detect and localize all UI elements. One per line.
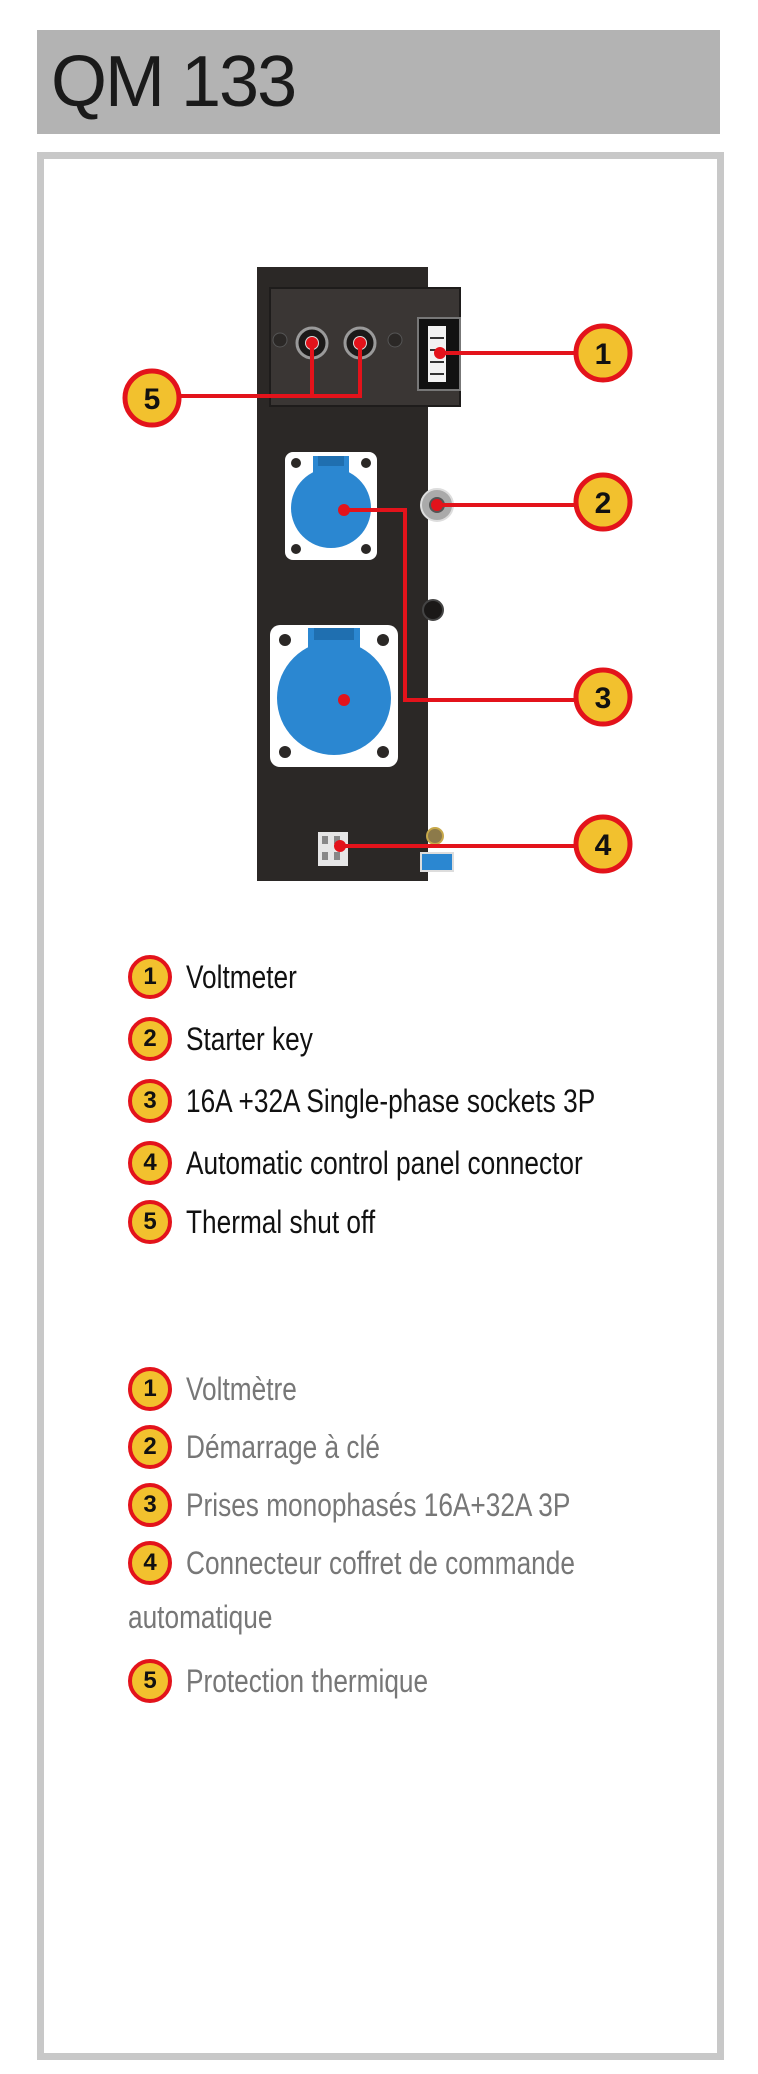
legend-label-continuation: automatique: [128, 1599, 273, 1635]
legend-label: Starter key: [186, 1021, 313, 1057]
callout-label-4: 4: [594, 829, 612, 862]
ground-tag: [421, 853, 453, 871]
legend-label: Thermal shut off: [186, 1204, 376, 1240]
legend-label: 16A +32A Single-phase sockets 3P: [186, 1083, 596, 1119]
page-title: QM 133: [51, 42, 296, 122]
legend-badge: 4: [128, 1141, 172, 1185]
socket-32a: [270, 625, 398, 767]
legend-label: Voltmètre: [186, 1371, 297, 1407]
legend-badge: 2: [128, 1017, 172, 1061]
callout-label-3: 3: [594, 682, 612, 715]
legend-badge: 5: [128, 1659, 172, 1703]
ground-screw: [427, 828, 443, 844]
callout-label-2: 2: [594, 487, 612, 520]
callout-badge-3: [576, 670, 630, 724]
legend-label: Prises monophasés 16A+32A 3P: [186, 1487, 571, 1523]
legend-badge: 4: [128, 1541, 172, 1585]
legend-badge: 5: [128, 1200, 172, 1244]
plate-screw-right: [388, 333, 402, 347]
legend-label: Protection thermique: [186, 1663, 429, 1699]
indicator-light: [423, 600, 443, 620]
callout-badge-4: [576, 817, 630, 871]
callout-badge-5: [125, 371, 179, 425]
legend-badge: 3: [128, 1483, 172, 1527]
callout-badge-1: [576, 326, 630, 380]
callout-label-5: 5: [143, 383, 161, 416]
legend-badge: 2: [128, 1425, 172, 1469]
legend-badge: 1: [128, 1367, 172, 1411]
legend-label: Démarrage à clé: [186, 1429, 380, 1465]
legend-badge: 3: [128, 1079, 172, 1123]
legend-badge: 1: [128, 955, 172, 999]
legend-label: Voltmeter: [186, 959, 297, 995]
legend-label: Connecteur coffret de commande: [186, 1545, 575, 1581]
callout-label-1: 1: [594, 338, 612, 371]
legend-label: Automatic control panel connector: [186, 1145, 583, 1181]
socket-16a: [285, 452, 377, 560]
plate-screw-left: [273, 333, 287, 347]
callout-badge-2: [576, 475, 630, 529]
